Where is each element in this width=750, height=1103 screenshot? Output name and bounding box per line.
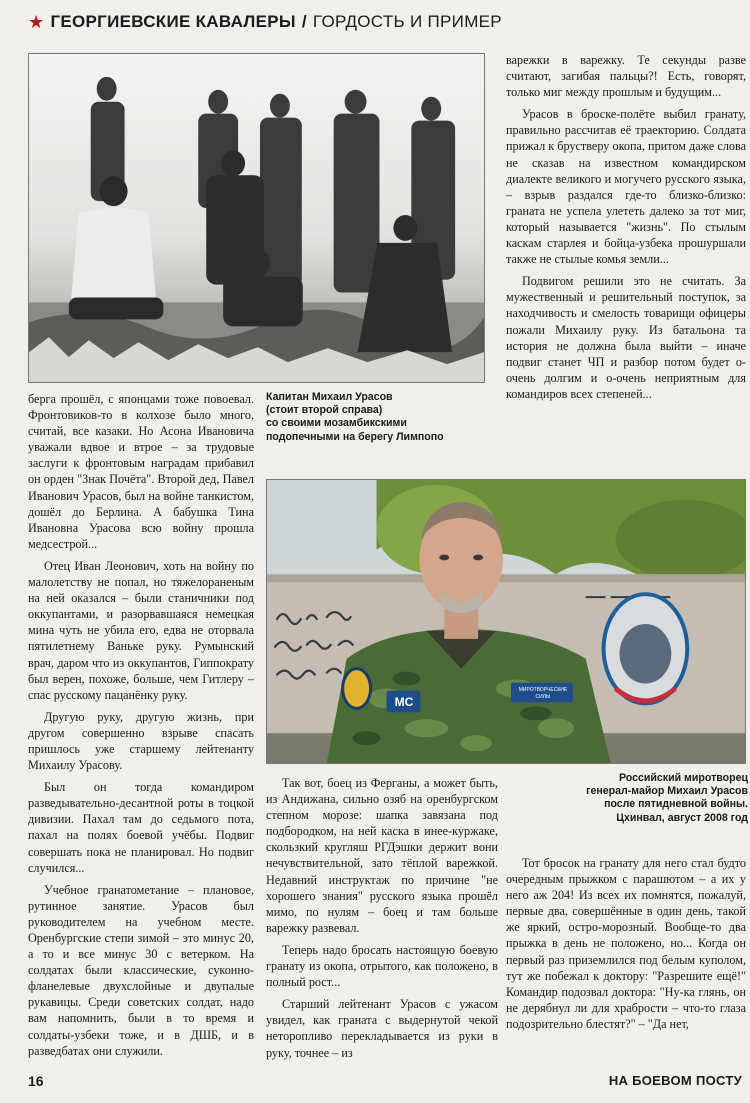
section-title: ГЕОРГИЕВСКИЕ КАВАЛЕРЫ (50, 12, 296, 31)
general-portrait-photo (266, 479, 746, 764)
article-column-1 (28, 391, 254, 1065)
caption-line: Цхинвал, август 2008 год (616, 811, 748, 824)
paragraph: Теперь надо бросать настоящую боевую гранату из окопа, отрытого, как положено, в полный рост... (266, 942, 498, 990)
red-star-icon: ★ (28, 11, 45, 32)
paragraph: Подвигом решили это не считать. За мужественный и решительный поступок, за находчивость и смелость товарищи офицеры пожали Михаилу руку. Из батальона та история не должна была выйти – иначе подвиг станет ЧП и разбор потом будет о-очень долгим и о-очень неприятным для командиров всех степеней... (506, 274, 746, 401)
caption-line: Российский миротворец (618, 772, 748, 784)
section-subtitle: ГОРДОСТЬ И ПРИМЕР (312, 12, 502, 31)
paragraph: Учебное гранатометание – плановое, рутинное занятие. Урасов был руководителем на учебном месте. Оренбургские степи зимой – это минус 20, а то и все минус 30 с ветерком. На солдатах были классические, суконно-фланелевые двухслойные и двупалые рукавицы. Среди советских солдат, надо вам напомнить, были в то время и солдаты-узбеки тоже, и в ДШБ, и в разведбатах они служили. (28, 882, 254, 1058)
group-photo-image (29, 54, 484, 382)
paragraph: Был он тогда командиром разведывательно-десантной роты в тоцкой дивизии. Пахал там до седьмого пота, пахал на полях боевой учёбы. Подвиг совершать пока не планировал. Но подвиг случился... (28, 780, 254, 875)
group-photo-caption (266, 391, 491, 444)
caption-line: после пятидневной войны. (604, 798, 748, 811)
general-portrait-image (267, 480, 745, 763)
paragraph: берга прошёл, с японцами тоже повоевал. Фронтовиков-то в колхозе было много, считай, все казаки. Но Асона Ивановича уважали вдвое и втрое – за трудовые заслуги к фронтовым наградам прибавил он орден "Знак Почёта". Второй дед, Павел Иванович Урасов, был на войне танкистом, дошёл до Берлина. А бабушка Тина Ивановна Урасова всю войну прошла медсестрой... (28, 392, 254, 551)
header-separator: / (301, 12, 307, 31)
article-column-3-bottom (506, 855, 746, 1038)
paragraph: Старший лейтенант Урасов с ужасом увидел, как граната с выдернутой чекой неторопливо перекладывается из руки в руку, точнее – из (266, 997, 498, 1060)
caption-line: подопечными на берегу Лимпопо (266, 430, 444, 443)
magazine-name: НА БОЕВОМ ПОСТУ (608, 1073, 742, 1088)
paragraph: Так вот, боец из Ферганы, а может быть, из Андижана, сильно озяб на оренбургском степном морозе: шапка завязана под подбородком, на ней каска в инее-куржаке, скользкий кругляш РГДэшки держит вони нечувствительной, зато тёплой варежкой. Недавний инструктаж по причине "не хорошего знания" русского языка прошёл мимо, по нулям – боец и там больше варежку развевал. (266, 776, 498, 935)
article-column-3-top (506, 52, 746, 408)
general-portrait-caption (520, 772, 748, 825)
page-header (28, 10, 502, 34)
ms-badge: МС (394, 695, 414, 709)
article-column-2 (266, 775, 498, 1067)
caption-line: (стоит второй справа) (266, 404, 383, 417)
caption-line: Капитан Михаил Урасов (266, 391, 393, 403)
paragraph: Тот бросок на гранату для него стал будто очередным прыжком с парашютом – а их у него аж 204! Из всех их помнятся, пожалуй, первые два, совершённые в один день, такой же яркий, остро-морозный. Вообще-то два прыжка в день не положено, но... Когда он первый раз приземлился под белым куполом, тут же побежал к доктору: "Разрешите ещё!" Командир подозвал доктора: "Ну-ка глянь, он не дерябнул ли для храбрости – что-то глаза подозрительно блестят?" – "Да нет, (506, 856, 746, 1031)
paragraph: варежки в варежку. Те секунды разве считают, загибая пальцы?! Есть, говорят, только миг между прошлым и будущим... (506, 53, 746, 100)
group-photo (28, 53, 485, 383)
page-number: 16 (28, 1073, 44, 1089)
peacekeeping-forces-badge: МИРОТВОРЧЕСКИЕ СИЛЫ (518, 687, 568, 700)
paragraph: Урасов в броске-полёте выбил гранату, правильно рассчитав её траекторию. Солдата прижал к брустверу окопа, притом даже слова не сказав на известном командирском диалекте великого и могучего русского языка, – взрыв раздался где-то близко-близко: граната не успела улететь далеко за тот миг, который называется "жизнь". По стылым каскам старлея и бойца-узбека прошуршали также не стылые комья земли... (506, 107, 746, 267)
paragraph: Другую руку, другую жизнь, при другом совершенно взрыве спасать пришлось уже старшему лейтенанту Михаилу Урасову. (28, 709, 254, 773)
caption-line: генерал-майор Михаил Урасов (586, 785, 748, 798)
caption-line: со своими мозамбикскими (266, 417, 407, 430)
paragraph: Отец Иван Леонович, хоть на войну по малолетству не попал, но тяжелораненым на ней оказался – были станичники под оккупантами, и разорвавшаяся немецкая мина чуть не убила его, едва не оторвала пятилетнему Ваньке руку. Румынский врач, даром что из оккупантов, Гиппократу был верен, похоже, больше, чем Гитлеру – спас русскому пацанёнку руку. (28, 558, 254, 702)
